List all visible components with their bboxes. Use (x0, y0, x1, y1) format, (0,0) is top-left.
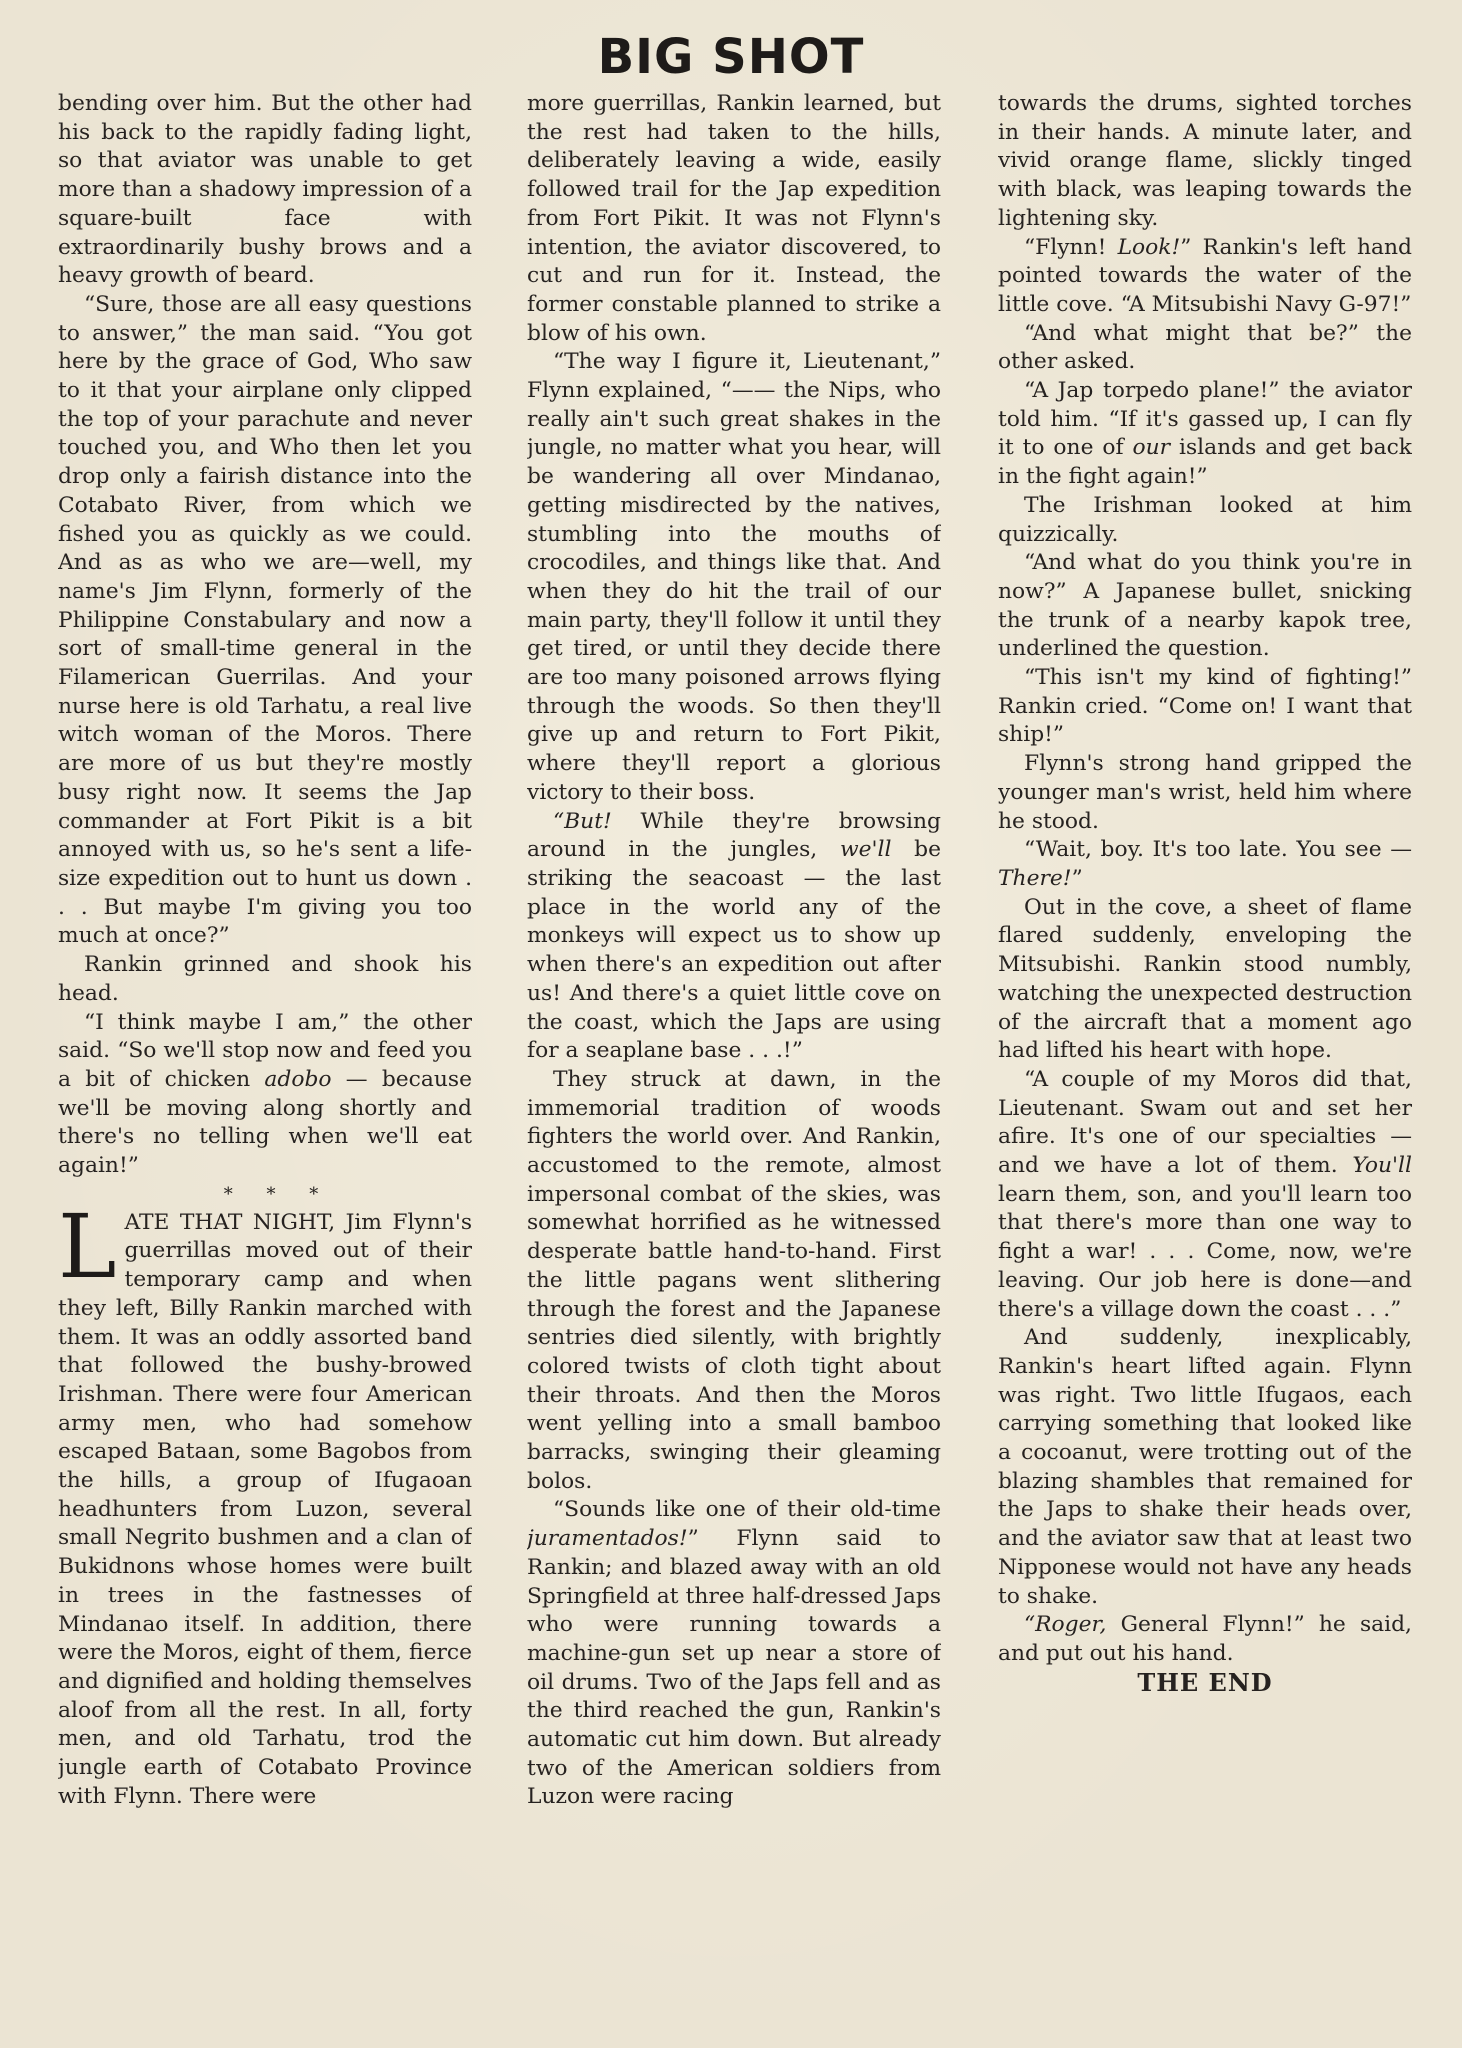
text-run: ” Flynn said to Rankin; and blazed away with an old Springfield at three half-dressed Japs who were running towards a machine-gun set up near a store of oil drums. Two of the Japs fell and as the third reached the gun, Rankin's automatic cut him down. But already two of the American soldiers from Luzon were racing (527, 1526, 941, 1810)
page-title: BIG SHOT (597, 29, 865, 85)
text-run: ” Rankin's left hand pointed towards the water of the little cove. “A Mitsubishi Navy G-97!” (998, 234, 1412, 317)
italic-text: You'll (1352, 1153, 1412, 1179)
paragraph (998, 234, 1412, 320)
text-run: General Flynn!” he said, and put out his hand. (998, 1612, 1412, 1666)
paragraph: bending over him. But the other had his back to the rapidly fading light, so that aviator was unable to get more than a shadowy impression of a square-built face with extraordinarily bushy brows and a heavy growth of beard. (58, 91, 472, 289)
paragraph (998, 1611, 1412, 1668)
paragraph: “This isn't my kind of fighting!” Rankin cried. “Come on! I want that ship!” (998, 665, 1412, 748)
paragraph: more guerrillas, Rankin learned, but the rest had taken to the hills, deliberately leaving a wide, easily followed trail for the Jap expedition from Fort Pikit. It was not Flynn's intention, the aviator discovered, to cut and run for it. Instead, the former constable planned to strike a blow of his own. (527, 91, 941, 346)
text-run: “A Jap torpedo plane!” the aviator told him. “If it's gassed up, I can fly it to one of (998, 378, 1412, 461)
paragraph: “And what might that be?” the other asked. (998, 320, 1412, 375)
text-run: — because we'll be moving along shortly and there's no telling when we'll eat again!” (58, 1066, 472, 1179)
paragraph (998, 377, 1412, 492)
text-run: While they're browsing around in the jungles, (527, 808, 941, 863)
text-run: learn them, son, and you'll learn too that there's more than one way to fight a war! . . . Come, now, we're leaving. Our job here is done—and there's a village down the coast . . .” (998, 1181, 1412, 1322)
paragraph (58, 1009, 472, 1181)
text-run: “Flynn! (1024, 234, 1118, 260)
paragraph (998, 1066, 1412, 1324)
paragraph: Rankin grinned and shook his head. (58, 952, 472, 1006)
italic-text: juramentados! (527, 1526, 688, 1552)
text-run: “Sounds like one of their old-time (553, 1497, 941, 1523)
italic-text: we'll (839, 837, 892, 863)
text-run: be striking the seacoast — the last place in the world any of the monkeys will expect us to show up when there's an expedition out after us! And there's a quiet little cove on the coast, which the Japs are using for a seaplane base . . .!” (527, 837, 941, 1064)
text-column-1 (58, 90, 472, 1990)
text-run: Jim Flynn's guerrillas moved out of their temporary camp and when they left, Billy Rankin marched with them. It was an oddly assorted band that followed the bushy-browed Irishman. There were four American army men, who had somehow escaped Bataan, some Bagobos from the hills, a group of Ifugaoan headhunters from Luzon, several small Negrito bushmen and a clan of Bukidnons whose homes were built in trees in the fastnesses of Mindanao itself. In addition, there were the Moros, eight of them, fierce and dignified and holding themselves aloof from all the rest. In all, forty men, and old Tarhatu, trod the jungle earth of Cotabato Province with Flynn. There were (58, 1209, 472, 1809)
paragraph: “The way I figure it, Lieutenant,” Flynn explained, “—— the Nips, who really ain't such great shakes in the jungle, no matter what you hear, will be wandering all over Mindanao, getting misdirected by the natives, stumbling into the mouths of crocodiles, and things like that. And when they do hit the trail of our main party, they'll follow it until they get tired, or until they decide there are too many poisoned arrows flying through the woods. So then they'll give up and return to Fort Pikit, where they'll report a glorious victory to their boss. (527, 349, 941, 805)
text-run: “Wait, boy. It's too late. You see — (1024, 837, 1412, 863)
text-run: islands and get back in the fight again!” (998, 435, 1412, 490)
italic-text: our (1132, 435, 1171, 461)
section-separator: * * * (223, 1183, 333, 1205)
paragraph (58, 1194, 472, 1812)
italic-text: “Roger, (1024, 1612, 1107, 1638)
lead-in-text: ATE THAT NIGHT, (124, 1209, 336, 1235)
text-run: “A couple of my Moros did that, Lieutenant. Swam out and set her afire. It's one of our specialties — and we have a lot of them. (998, 1066, 1412, 1179)
paragraph: “Sure, those are all easy questions to answer,” the man said. “You got here by the grace of God, Who saw to it that your airplane only clipped the top of your parachute and never touched you, and Who then let you drop only a fairish distance into the Cotabato River, from which we fished you as quickly as we could. And as as who we are—well, my name's Jim Flynn, formerly of the Philippine Constabulary and now a sort of small-time general in the Filamerican Guerrilas. And your nurse here is old Tarhatu, a real live witch woman of the Moros. There are more of us but they're mostly busy right now. It seems the Jap commander at Fort Pikit is a bit annoyed with us, so he's sent a life-size expedition out to hunt us down . . . But maybe I'm giving you too much at once?” (58, 291, 472, 949)
text-run: “I think maybe I am,” the other said. “So we'll stop now and feed you a bit of chicken (58, 1009, 472, 1092)
the-end-label: THE END (1137, 1667, 1273, 1697)
italic-text: Look! (1117, 234, 1181, 260)
paragraph: “And what do you think you're in now?” A Japanese bullet, snicking the trunk of a nearby kapok tree, underlined the question. (998, 550, 1412, 662)
paragraph: towards the drums, sighted torches in their hands. A minute later, and vivid orange flame, slickly tinged with black, was leaping towards the lightening sky. (998, 91, 1412, 231)
text-column-2 (527, 90, 941, 1990)
text-column-3 (998, 90, 1412, 1990)
paragraph (998, 836, 1412, 893)
text-run: ” (1071, 865, 1083, 891)
paragraph (527, 1496, 941, 1812)
italic-text: There! (998, 865, 1072, 891)
italic-text: “But! (553, 808, 612, 834)
paragraph: Out in the cove, a sheet of flame flared suddenly, enveloping the Mitsubishi. Rankin stood numbly, watching the unexpected destruction of the aircraft that a moment ago had lifted his heart with hope. (998, 894, 1412, 1064)
italic-text: adobo (264, 1066, 332, 1092)
paragraph: The Irishman looked at him quizzically. (998, 492, 1412, 547)
drop-cap: L (58, 1194, 117, 1298)
paragraph: And suddenly, inexplicably, Rankin's heart lifted again. Flynn was right. Two little Ifugaos, each carrying something that looked like a cocoanut, were trotting out of the blazing shambles that remained for the Japs to shake their heads over, and the aviator saw that at least two Nipponese would not have any heads to shake. (998, 1325, 1412, 1609)
paragraph: Flynn's strong hand gripped the younger man's wrist, held him where he stood. (998, 751, 1412, 834)
paragraph (527, 808, 941, 1066)
paragraph: They struck at dawn, in the immemorial tradition of woods fighters the world over. And Rankin, accustomed to the remote, almost impersonal combat of the skies, was somewhat horrified as he witnessed desperate battle hand-to-hand. First the little pagans went slithering through the forest and the Japanese sentries died silently, with brightly colored twists of cloth tight about their throats. And then the Moros went yelling into a small bamboo barracks, swinging their gleaming bolos. (527, 1066, 941, 1494)
